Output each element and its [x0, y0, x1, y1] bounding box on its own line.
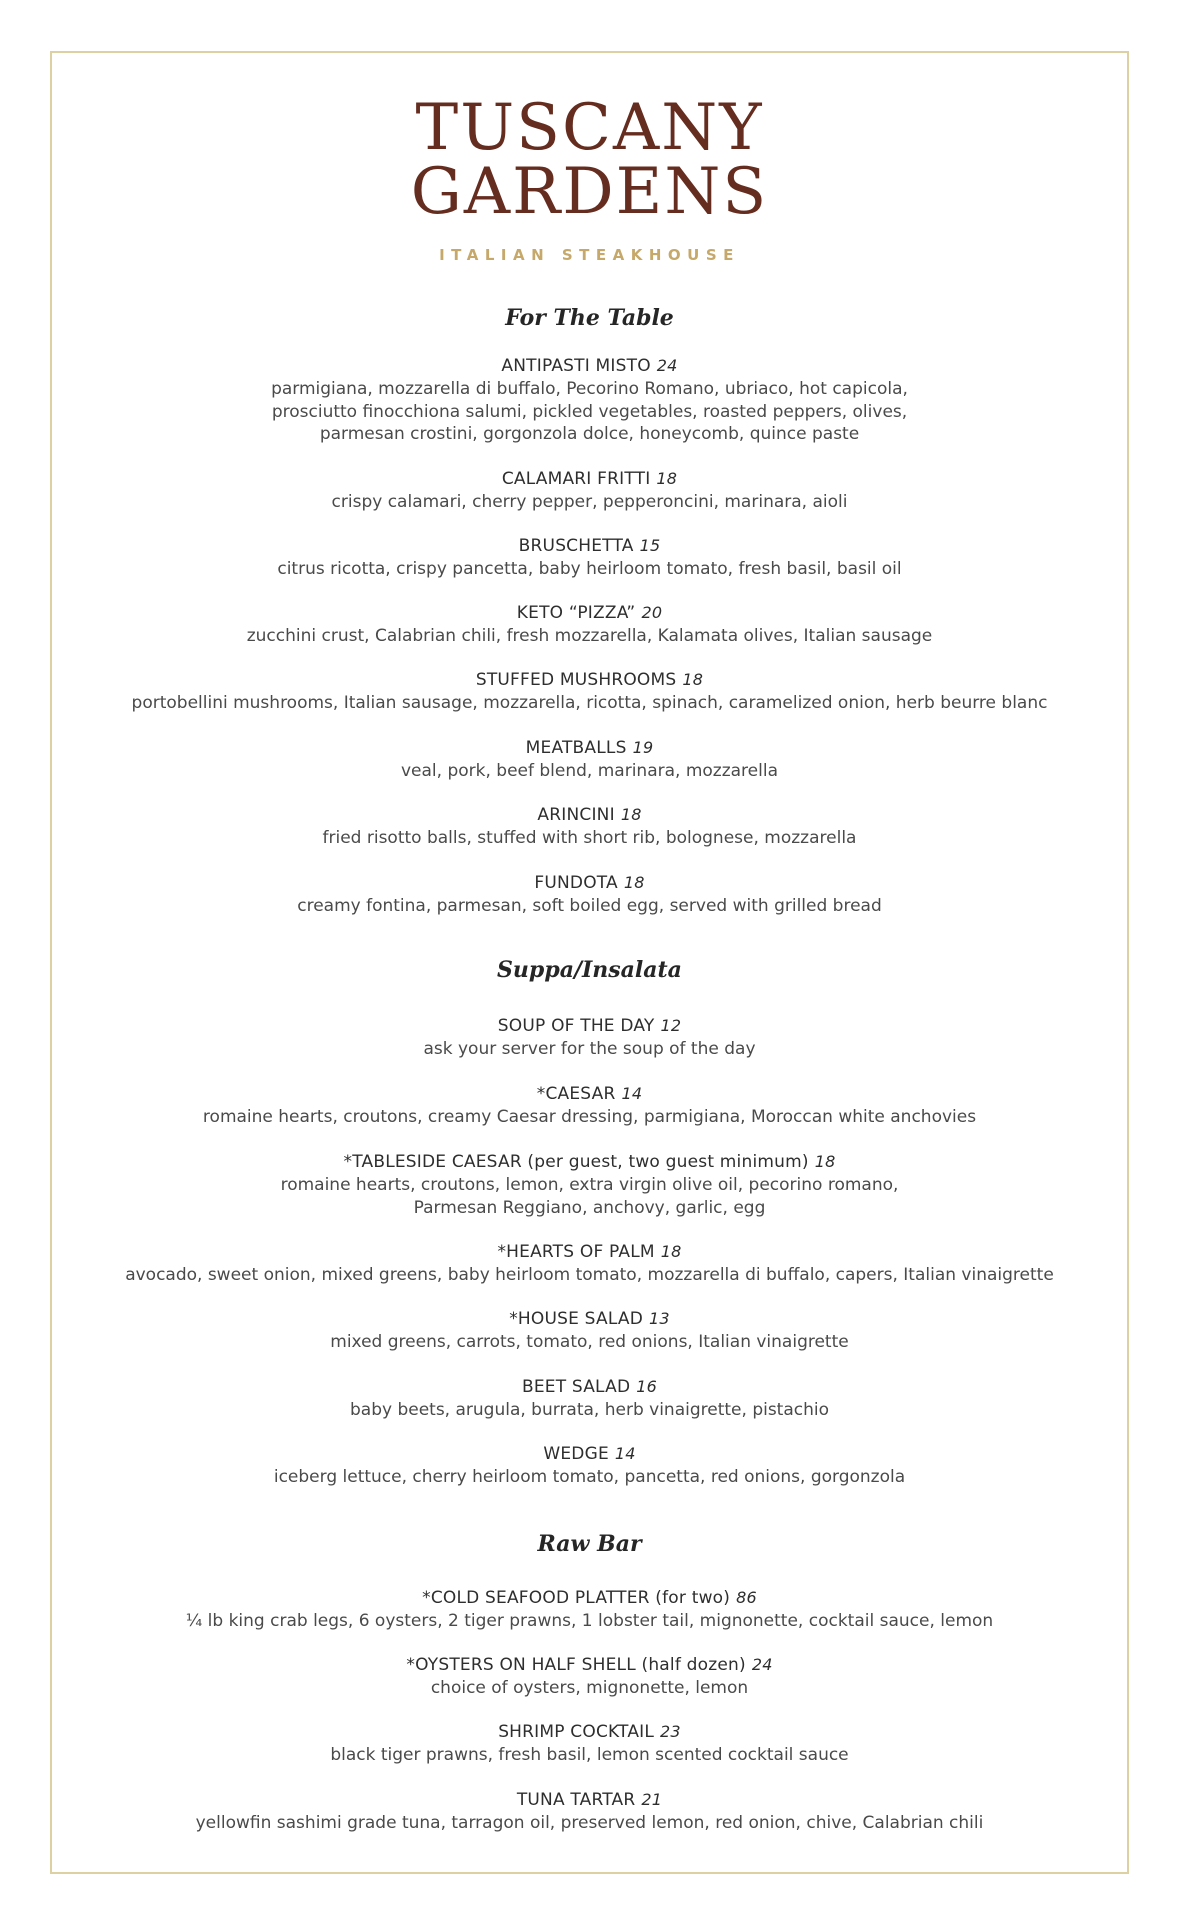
section-title: Raw Bar	[537, 1531, 642, 1557]
menu-item	[0, 467, 1179, 514]
menu-item-name: *HEARTS OF PALM	[497, 1242, 655, 1262]
menu-item-description: prosciutto finocchiona salumi, pickled vegetables, roasted peppers, olives,	[271, 401, 908, 422]
menu-item-description: romaine hearts, croutons, lemon, extra virgin olive oil, pecorino romano,	[280, 1175, 899, 1195]
menu-item-title	[0, 1082, 1179, 1106]
menu-item-name: ARINCINI	[537, 805, 615, 825]
menu-item-price: 14	[621, 1084, 643, 1103]
menu-item-title	[0, 1150, 1179, 1174]
menu-item	[0, 668, 1179, 715]
menu-item-description: Parmesan Reggiano, anchovy, garlic, egg	[413, 1197, 766, 1218]
menu-item-description: fried risotto balls, stuffed with short rib, bolognese, mozzarella	[322, 828, 857, 848]
menu-item-name: *OYSTERS ON HALF SHELL (half dozen)	[406, 1655, 746, 1675]
menu-item	[0, 1788, 1179, 1835]
menu-item-name: SHRIMP COCKTAIL	[498, 1722, 655, 1742]
menu-item-name: *HOUSE SALAD	[509, 1309, 643, 1329]
menu-item	[0, 1014, 1179, 1061]
menu-item-title	[0, 1720, 1179, 1744]
menu-item-price: 21	[641, 1790, 663, 1809]
menu-item-name: *CAESAR	[536, 1084, 616, 1104]
menu-item	[0, 803, 1179, 850]
menu-item-title	[0, 1375, 1179, 1399]
menu-item	[0, 871, 1179, 918]
section-title: Suppa/Insalata	[497, 957, 682, 983]
section-title: For The Table	[505, 305, 674, 331]
menu-item-price: 20	[641, 603, 663, 622]
menu-item-name: ANTIPASTI MISTO	[501, 356, 651, 376]
menu-item-price: 18	[623, 873, 645, 892]
menu-item	[0, 1150, 1179, 1219]
menu-item-price: 18	[656, 469, 678, 488]
menu-item-description: ask your server for the soup of the day	[423, 1039, 756, 1059]
menu-item	[0, 1653, 1179, 1700]
menu-item-description: baby beets, arugula, burrata, herb vinaigrette, pistachio	[349, 1400, 830, 1420]
menu-item-name: FUNDOTA	[534, 873, 618, 893]
menu-item-title	[0, 871, 1179, 895]
menu-item-description: citrus ricotta, crispy pancetta, baby heirloom tomato, fresh basil, basil oil	[277, 559, 902, 579]
menu-item	[0, 1307, 1179, 1354]
menu-item-title	[0, 1014, 1179, 1038]
menu-item-price: 24	[656, 356, 678, 375]
menu-item-name: CALAMARI FRITTI	[501, 469, 651, 489]
menu-item-title	[0, 736, 1179, 760]
menu-item-title	[0, 1586, 1179, 1610]
menu-item	[0, 354, 1179, 446]
menu-item-title	[0, 1240, 1179, 1264]
menu-item-description: parmigiana, mozzarella di buffalo, Pecorino Romano, ubriaco, hot capicola,	[271, 379, 908, 399]
logo-line-2: GARDENS	[410, 155, 769, 229]
menu-item-price: 15	[639, 536, 661, 555]
menu-item	[0, 1082, 1179, 1129]
menu-item	[0, 1586, 1179, 1633]
menu-item-price: 18	[814, 1152, 836, 1171]
logo-tagline: ITALIAN STEAKHOUSE	[439, 246, 740, 264]
restaurant-logo	[0, 91, 1179, 264]
menu-item	[0, 1375, 1179, 1422]
menu-item-description: veal, pork, beef blend, marinara, mozzarella	[400, 761, 778, 781]
menu-item-name: STUFFED MUSHROOMS	[475, 670, 677, 690]
menu-item-description: romaine hearts, croutons, creamy Caesar dressing, parmigiana, Moroccan white anchovies	[202, 1107, 977, 1127]
menu-item	[0, 601, 1179, 648]
menu-item-description: mixed greens, carrots, tomato, red onions, Italian vinaigrette	[330, 1332, 849, 1352]
menu-item-description: iceberg lettuce, cherry heirloom tomato, pancetta, red onions, gorgonzola	[273, 1467, 906, 1487]
menu-item-price: 12	[660, 1016, 682, 1035]
menu-item-title	[0, 1788, 1179, 1812]
menu-item-price: 18	[682, 670, 704, 689]
menu-item-name: BEET SALAD	[521, 1377, 631, 1397]
menu-item-description: crispy calamari, cherry pepper, pepperoncini, marinara, aioli	[331, 492, 848, 512]
menu-item-description: parmesan crostini, gorgonzola dolce, honeycomb, quince paste	[319, 424, 860, 444]
menu-item-description: ¼ lb king crab legs, 6 oysters, 2 tiger prawns, 1 lobster tail, mignonette, cocktail sauce, lemon	[185, 1611, 994, 1631]
menu-item-price: 86	[736, 1588, 757, 1607]
menu-item-title	[0, 354, 1179, 378]
menu-item-name: WEDGE	[543, 1444, 609, 1464]
menu-item-name: BRUSCHETTA	[518, 536, 634, 556]
menu-item-name: *TABLESIDE CAESAR (per guest, two guest minimum)	[343, 1152, 809, 1172]
menu-item-title	[0, 668, 1179, 692]
menu-item-title	[0, 803, 1179, 827]
menu-item-name: *COLD SEAFOOD PLATTER (for two)	[422, 1588, 731, 1608]
menu-item-title	[0, 1307, 1179, 1331]
menu-item-price: 16	[636, 1377, 657, 1396]
menu-item-title	[0, 1442, 1179, 1466]
menu-item-description: portobellini mushrooms, Italian sausage, mozzarella, ricotta, spinach, caramelized onion, herb beurre blanc	[131, 693, 1048, 713]
menu-item	[0, 534, 1179, 581]
menu-item	[0, 1720, 1179, 1767]
menu-item-price: 19	[632, 738, 654, 757]
menu-item-price: 13	[649, 1309, 670, 1328]
menu-item-title	[0, 1653, 1179, 1677]
menu-item-price: 24	[751, 1655, 773, 1674]
menu-item-price: 18	[620, 805, 642, 824]
menu-item-price: 18	[660, 1242, 682, 1261]
menu-item-name: KETO “PIZZA”	[516, 603, 636, 623]
menu-item-title	[0, 534, 1179, 558]
logo-line-1: TUSCANY	[415, 91, 764, 165]
menu-item	[0, 736, 1179, 783]
menu-item-description: choice of oysters, mignonette, lemon	[430, 1678, 749, 1698]
menu-item	[0, 1240, 1179, 1287]
menu-item-description: creamy fontina, parmesan, soft boiled egg, served with grilled bread	[297, 896, 882, 916]
menu-item-name: SOUP OF THE DAY	[497, 1016, 655, 1036]
menu-item-price: 23	[660, 1722, 681, 1741]
menu-item-description: zucchini crust, Calabrian chili, fresh mozzarella, Kalamata olives, Italian sausage	[246, 626, 933, 646]
menu-item-price: 14	[614, 1444, 636, 1463]
menu-item	[0, 1442, 1179, 1489]
menu-item-title	[0, 601, 1179, 625]
menu-item-description: avocado, sweet onion, mixed greens, baby heirloom tomato, mozzarella di buffalo, capers, Italian vinaigrette	[125, 1265, 1054, 1285]
menu-item-name: MEATBALLS	[525, 738, 627, 758]
menu-item-title	[0, 467, 1179, 491]
menu-item-name: TUNA TARTAR	[516, 1790, 636, 1810]
menu-item-description: yellowfin sashimi grade tuna, tarragon oil, preserved lemon, red onion, chive, Calabrian chili	[195, 1813, 984, 1833]
menu-item-description: black tiger prawns, fresh basil, lemon scented cocktail sauce	[330, 1745, 849, 1765]
